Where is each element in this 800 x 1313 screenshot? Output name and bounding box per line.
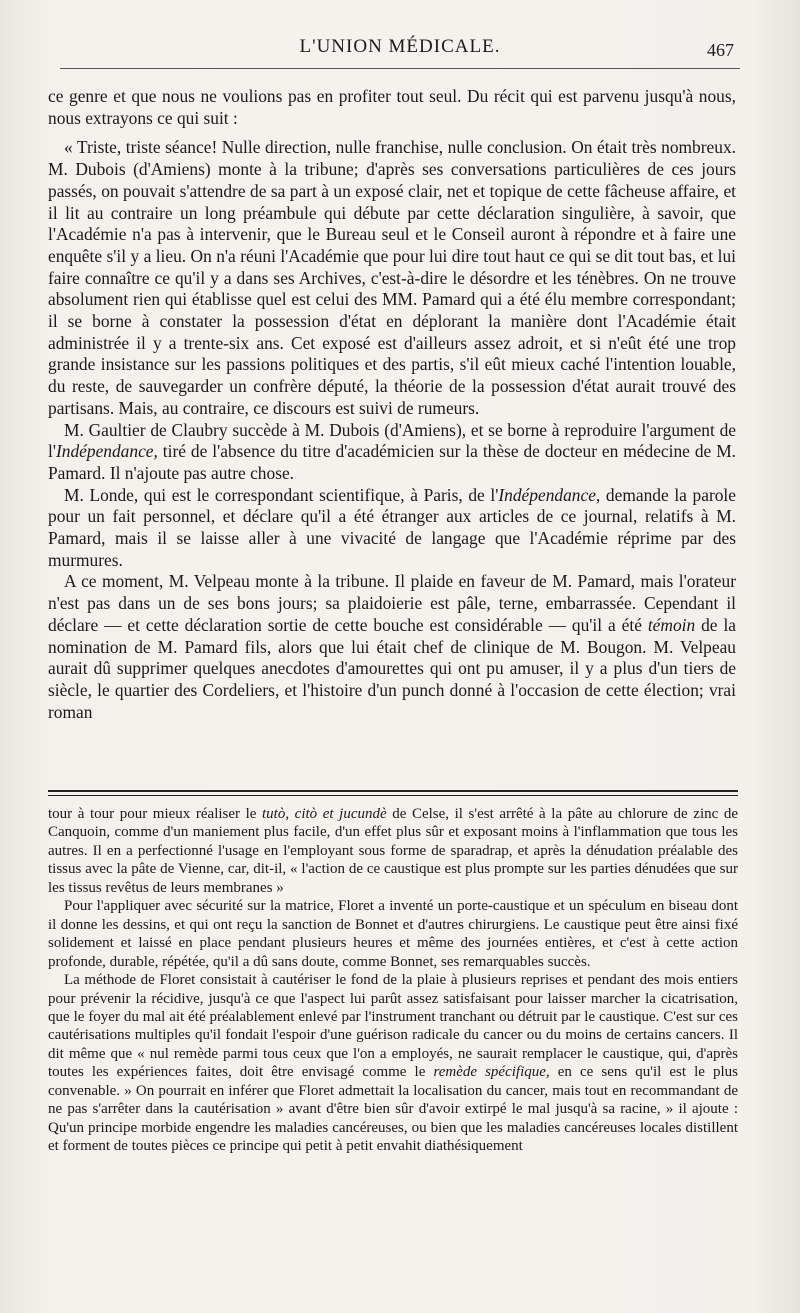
paragraph-3-text-b: tiré de l'absence du titre d'académicien sur la thèse de docteur en médecine de M. Pamard. Il n'ajoute pas autre chose. — [48, 441, 736, 483]
note-1-text-a: tour à tour pour mieux réaliser le — [48, 806, 263, 822]
paragraph-5-text-a: A ce moment, M. Velpeau monte à la tribune. Il plaide en faveur de M. Pamard, mais l'orateur n'est pas dans un de ses bons jours; sa plaidoierie est pâle, terne, embarrassée. Cependant il déclare — et cette déclaration sortie de cette bouche est considérable — qu'il a été — [48, 571, 736, 635]
main-text — [48, 86, 736, 723]
paragraph-5-text-b: de la nomination de M. Pamard fils, alors que lui était chef de clinique de M. Bougon. M. Velpeau aurait dû supprimer quelques anecdotes d'amourettes qui ont pu amuser, il y a plus d'un tiers de siècle, le quartier des Cordeliers, et l'histoire d'un punch donné à l'occasion de cette élection; vrai roman — [48, 614, 736, 722]
footnote-text — [48, 805, 738, 1156]
note-paragraph-1 — [48, 805, 738, 897]
note-1-italic: tutò, citò et jucundè — [262, 806, 387, 822]
footnote-separator-thin — [48, 795, 738, 796]
paragraph-5-italic: témoin — [647, 614, 696, 635]
note-paragraph-3 — [48, 971, 738, 1156]
journal-title: L'UNION MÉDICALE. — [299, 36, 501, 57]
note-3-italic: remède spécifique, — [433, 1064, 550, 1081]
note-paragraph-2: Pour l'appliquer avec sécurité sur la matrice, Floret a inventé un porte-caustique et un spéculum en biseau dont il donne les dessins, et qui ont reçu la sanction de Bonnet et d'autres chirurgiens. Le caustique peut être ainsi fixé solidement et laissé en place pendant plusieurs heures et même des journées entières, et c'est à cette action profonde, durable, répétée, qu'il a dû sans doute, comme Bonnet, ses remarquables succès. — [48, 898, 738, 970]
running-head — [0, 36, 800, 66]
paragraph-3-italic: Indépendance, — [55, 441, 158, 462]
paragraph-3-text-a: M. Gaultier de Claubry succède à M. Dubois (d'Amiens), et se borne à reproduire l'argument de l' — [48, 419, 736, 462]
note-3-text-b: en ce sens qu'il est le plus convenable. » On pourrait en inférer que Floret admettait la localisation du cancer, mais tout en recommandant de ne pas s'arrêter dans la cautérisation » avant d'être bien sûr d'avoir extirpé le mal jusqu'à sa racine, » il ajoute : Qu'un principe morbide engendre les maladies cancéreuses, ou bien que les maladies cancéreuses locales distillent et forment de toutes pièces ce principe qui petit à petit envahit diathésiquement — [48, 1064, 739, 1155]
note-1-text-b: de Celse, il s'est arrêté à la pâte au chlorure de zinc de Canquoin, comme d'un maniement plus facile, d'un effet plus sûr et exposant moins à l'inflammation que tous les autres. Il en a perfectionné l'usage en l'employant sous forme de sparadrap, et après la dénudation préalable des tissus avec la pâte de Vienne, car, dit-il, « l'action de ce caustique est plus prompte sur les parties dénudées que sur les tissus revêtus de leurs membranes » — [48, 806, 739, 896]
paragraph-4-text-b: demande la parole pour un fait personnel, et déclare qu'il a été étranger aux articles de ce journal, relatifs à M. Pamard, mais il se laisse aller à une vivacité de langage que l'Académie réprime par des murmures. — [48, 484, 736, 570]
paragraph-3 — [48, 420, 736, 485]
paragraph-1: ce genre et que nous ne voulions pas en profiter tout seul. Du récit qui est parvenu jusqu'à nous, nous extrayons ce qui suit : — [48, 86, 736, 128]
header-rule — [60, 68, 740, 69]
paragraph-4-italic: Indépendance, — [498, 484, 601, 505]
paragraph-2: « Triste, triste séance! Nulle direction, nulle franchise, nulle conclusion. On était très nombreux. M. Dubois (d'Amiens) monte à la tribune; d'après ses conversations particulières de ces jours passés, on pouvait s'attendre de sa part à un exposé clair, net et topique de cette fâcheuse affaire, et il lit au contraire un long préambule qui débute par cette déclaration singulière, à savoir, que l'Académie n'a pas à intervenir, que le Bureau seul et le Conseil auront à répondre et à faire une enquête s'il y a lieu. On n'a réuni l'Académie que pour lui dire tout haut ce qui se dit tout bas, et lui faire connaître ce qu'il y a dans ses Archives, c'est-à-dire le désordre et les ténèbres. On ne trouve absolument rien qui établisse quel est celui des MM. Pamard qui a été élu membre correspondant; il se borne à constater la possession d'état en déplorant la manière dont l'Académie était administrée il y a trente-six ans. Cet exposé est d'ailleurs assez adroit, et si n'eût été une trop grande insistance sur les passions politiques et des partis, s'il eût mieux caché l'intention louable, du reste, de sauvegarder un confrère député, la théorie de la possession d'état aurait trouvé des partisans. Mais, au contraire, ce discours est suivi de rumeurs. — [48, 137, 736, 418]
note-3-text-a: La méthode de Floret consistait à cautériser le fond de la plaie à plusieurs reprises et pendant des mois entiers pour prévenir la récidive, jusqu'à ce que l'aspect lui parût assez satisfaisant pour laisser marcher la cicatrisation, que le foyer du mal ait été préalablement enlevé par l'instrument tranchant ou détruit par le caustique. C'est sur ces cautérisations multiples qu'il fondait l'espoir d'une guérison radicale du cancer ou du moins de certains cancers. Il dit même que « nul remède parmi tous ceux que l'on a employés, ne saurait remplacer le caustique, qui, d'après toutes les expériences faites, doit être envisagé comme le — [48, 972, 738, 1081]
paragraph-4-text-a: M. Londe, qui est le correspondant scientifique, à Paris, de l' — [64, 484, 499, 505]
paragraph-5 — [48, 571, 736, 723]
footnote-separator-thick — [48, 790, 738, 792]
page-number: 467 — [707, 40, 734, 60]
paragraph-4 — [48, 485, 736, 572]
